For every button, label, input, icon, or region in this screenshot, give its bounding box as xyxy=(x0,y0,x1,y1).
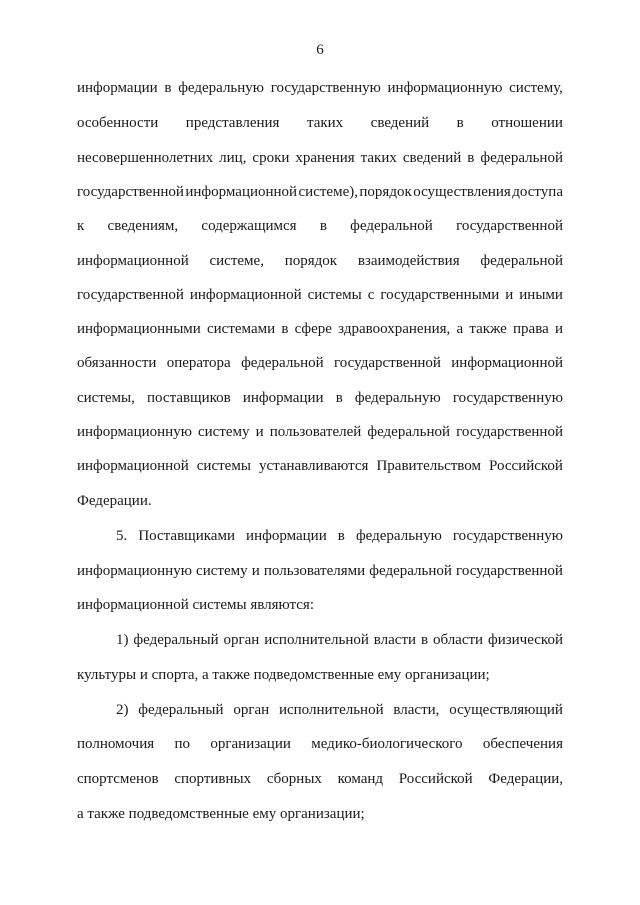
word: систему xyxy=(198,424,250,440)
word: в xyxy=(420,632,429,648)
word: государственную xyxy=(452,528,563,544)
word: таких xyxy=(306,115,344,131)
text-line xyxy=(77,77,563,99)
word: информации xyxy=(246,528,327,544)
word: информационной xyxy=(451,355,563,371)
word: устанавливаются xyxy=(258,458,369,474)
word: государственной xyxy=(77,287,184,303)
text-line: культуры и спорта, а также подведомственные ему организации; xyxy=(77,667,490,683)
word: 2) xyxy=(116,702,129,718)
word: в xyxy=(319,218,327,234)
word: системами xyxy=(207,321,276,337)
word: в xyxy=(164,80,172,96)
word: государственной xyxy=(77,184,184,200)
word: систему xyxy=(196,563,248,579)
word: сведений xyxy=(402,150,462,166)
word: пользователями xyxy=(263,563,366,579)
word: в xyxy=(335,390,343,406)
text-line xyxy=(77,421,563,443)
word: иными xyxy=(519,287,563,303)
word: Поставщиками xyxy=(138,528,235,544)
word: государственной xyxy=(334,355,441,371)
word: федеральную xyxy=(355,528,442,544)
word: информации xyxy=(242,390,324,406)
text-line xyxy=(77,768,563,790)
word: систему, xyxy=(509,80,563,96)
word: организации xyxy=(210,736,291,752)
word: осуществляющий xyxy=(449,702,563,718)
text-line xyxy=(77,318,563,340)
word: лиц, xyxy=(219,150,247,166)
word: федеральной xyxy=(369,563,452,579)
word: государственными xyxy=(380,287,500,303)
word: федеральный xyxy=(138,702,224,718)
word: осуществления xyxy=(413,184,511,200)
word: хранения xyxy=(295,150,355,166)
word: системы xyxy=(307,287,362,303)
word: Российской xyxy=(489,458,563,474)
word: таких xyxy=(360,150,397,166)
word: Российской xyxy=(398,771,473,787)
word: в xyxy=(281,321,289,337)
text-line xyxy=(77,215,563,237)
text-line xyxy=(77,352,563,374)
word: в xyxy=(467,150,475,166)
text-line: Федерации. xyxy=(77,493,152,509)
text-line xyxy=(116,629,563,651)
word: полномочия xyxy=(77,736,155,752)
text-line xyxy=(77,387,563,409)
word: области xyxy=(432,632,484,648)
word: спортсменов xyxy=(77,771,159,787)
word: особенности xyxy=(77,115,159,131)
word: содержащимся xyxy=(201,218,297,234)
text-line xyxy=(116,525,563,547)
word: обязанности xyxy=(77,355,157,371)
word: к xyxy=(77,218,85,234)
word: федеральной xyxy=(480,253,563,269)
word: информационной xyxy=(189,287,302,303)
word: и xyxy=(255,424,264,440)
word: права xyxy=(513,321,549,337)
word: информационную xyxy=(387,80,503,96)
word: информационными xyxy=(77,321,201,337)
word: взаимодействия xyxy=(357,253,460,269)
word: в xyxy=(337,528,345,544)
text-line: информационной системы являются: xyxy=(77,597,314,613)
word: сборных xyxy=(266,771,322,787)
word: федеральный xyxy=(133,632,219,648)
text-line xyxy=(77,112,563,134)
page-number: 6 xyxy=(316,42,324,58)
word: сфере xyxy=(294,321,332,337)
text-line xyxy=(77,733,563,755)
word: пользователей xyxy=(269,424,362,440)
word: системе, xyxy=(209,253,264,269)
word: исполнительной xyxy=(278,702,384,718)
word: федеральную xyxy=(178,80,265,96)
word: сведениям, xyxy=(107,218,179,234)
word: информационную xyxy=(77,424,192,440)
word: государственной xyxy=(456,563,563,579)
word: и xyxy=(251,563,260,579)
word: поставщиков xyxy=(147,390,231,406)
word: порядок xyxy=(284,253,338,269)
word: физической xyxy=(487,632,563,648)
word: оператора xyxy=(166,355,231,371)
word: и xyxy=(505,287,514,303)
word: 1) xyxy=(116,632,129,648)
word: системе), xyxy=(298,184,358,200)
text-line xyxy=(77,560,563,582)
word: сроки xyxy=(252,150,290,166)
word: порядок xyxy=(359,184,412,200)
text-line xyxy=(116,699,563,721)
word: доступа xyxy=(512,184,563,200)
word: орган xyxy=(233,702,270,718)
word: по xyxy=(174,736,191,752)
word: федеральную xyxy=(354,390,441,406)
word: государственную xyxy=(270,80,381,96)
word: с xyxy=(367,287,375,303)
word: государственной xyxy=(456,218,563,234)
word: федеральной xyxy=(350,218,433,234)
word: Федерации, xyxy=(488,771,563,787)
word: сведений xyxy=(370,115,430,131)
word: Правительством xyxy=(376,458,481,474)
word: власти, xyxy=(393,702,440,718)
word: государственной xyxy=(456,424,563,440)
word: и xyxy=(554,321,563,337)
word: команд xyxy=(337,771,384,787)
word: здравоохранения, xyxy=(338,321,451,337)
word: системы, xyxy=(77,390,135,406)
text-line xyxy=(77,284,563,306)
word: федеральной xyxy=(241,355,324,371)
word: федеральной xyxy=(480,150,563,166)
text-line xyxy=(77,181,563,203)
text-line: а также подведомственные ему организации; xyxy=(77,806,365,822)
word: власти xyxy=(373,632,417,648)
word: в xyxy=(456,115,464,131)
text-line xyxy=(77,147,563,169)
word: федеральной xyxy=(367,424,450,440)
word: обеспечения xyxy=(482,736,563,752)
word: информационной xyxy=(185,184,298,200)
word: системы xyxy=(196,458,251,474)
word: отношении xyxy=(491,115,563,131)
text-line xyxy=(77,455,563,477)
word: информационной xyxy=(77,253,189,269)
word: несовершеннолетних xyxy=(77,150,214,166)
word: 5. xyxy=(116,528,128,544)
word: орган xyxy=(223,632,260,648)
word: информации xyxy=(77,80,158,96)
word: а xyxy=(456,321,464,337)
word: государственную xyxy=(452,390,563,406)
text-line xyxy=(77,250,563,272)
word: информационной xyxy=(77,458,189,474)
word: представления xyxy=(185,115,280,131)
word: информационную xyxy=(77,563,192,579)
word: медико-биологического xyxy=(311,736,463,752)
word: также xyxy=(469,321,507,337)
word: исполнительной xyxy=(264,632,369,648)
word: спортивных xyxy=(174,771,252,787)
